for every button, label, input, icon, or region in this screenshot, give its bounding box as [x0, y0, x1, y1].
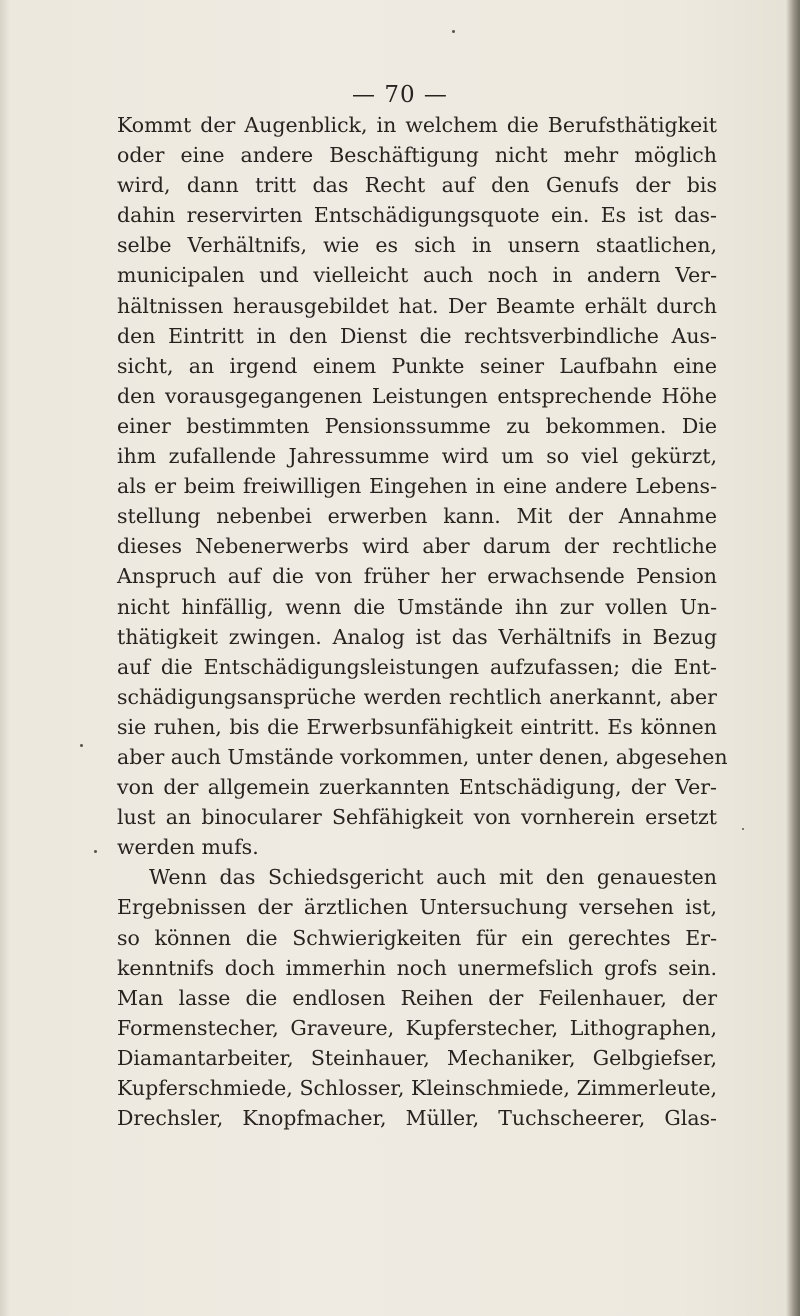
text-line: den Eintritt in den Dienst die rechtsverbindliche Aus-: [117, 323, 717, 348]
text-line: den vorausgegangenen Leistungen entsprechende Höhe: [117, 383, 717, 408]
text-line: so können die Schwierigkeiten für ein gerechtes Er-: [117, 925, 717, 950]
text-line: selbe Verhältnifs, wie es sich in unsern staatlichen,: [117, 233, 717, 258]
text-line: lust an binocularer Sehfähigkeit von vornherein ersetzt: [117, 805, 717, 830]
text-line: stellung nebenbei erwerben kann. Mit der Annahme: [117, 504, 717, 529]
text-line: Drechsler, Knopfmacher, Müller, Tuchscheerer, Glas-: [117, 1106, 717, 1131]
text-line: wird, dann tritt das Recht auf den Genufs der bis: [117, 173, 717, 198]
paragraph-start-line: Wenn das Schiedsgericht auch mit den genauesten: [149, 865, 717, 890]
text-line: ihm zufallende Jahressumme wird um so viel gekürzt,: [117, 444, 717, 469]
text-line: sicht, an irgend einem Punkte seiner Laufbahn eine: [117, 353, 717, 378]
text-line: aber auch Umstände vorkommen, unter denen, abgesehen: [117, 744, 728, 769]
text-line: als er beim freiwilligen Eingehen in eine andere Lebens-: [117, 474, 717, 499]
paper-speck: [80, 744, 83, 747]
paragraph-end-line: werden mufs.: [117, 835, 259, 860]
text-line: Kommt der Augenblick, in welchem die Berufsthätigkeit: [117, 113, 717, 137]
body-text: [117, 110, 728, 1133]
text-line: schädigungsansprüche werden rechtlich anerkannt, aber: [117, 684, 717, 709]
text-line: hältnissen herausgebildet hat. Der Beamte erhält durch: [117, 293, 717, 318]
paper-speck: [452, 30, 455, 33]
text-line: von der allgemein zuerkannten Entschädigung, der Ver-: [117, 775, 717, 800]
text-line: einer bestimmten Pensionssumme zu bekommen. Die: [117, 413, 717, 438]
text-line: municipalen und vielleicht auch noch in andern Ver-: [117, 263, 717, 288]
text-line: nicht hinfällig, wenn die Umstände ihn zur vollen Un-: [117, 594, 717, 619]
paper-speck: [742, 828, 744, 830]
text-line: dahin reservirten Entschädigungsquote ein. Es ist das-: [117, 203, 717, 228]
text-line: Ergebnissen der ärztlichen Untersuchung versehen ist,: [117, 895, 717, 920]
page-number: — 70 —: [352, 82, 448, 108]
text-line: dieses Nebenerwerbs wird aber darum der rechtliche: [117, 534, 717, 559]
text-line: Man lasse die endlosen Reihen der Feilenhauer, der: [117, 985, 717, 1010]
text-line: kenntnifs doch immerhin noch unermefslich grofs sein.: [117, 955, 717, 980]
page-gutter-shadow: [0, 0, 10, 1316]
text-line: Kupferschmiede, Schlosser, Kleinschmiede, Zimmerleute,: [117, 1076, 717, 1100]
text-line: Diamantarbeiter, Steinhauer, Mechaniker, Gelbgiefser,: [117, 1045, 717, 1070]
text-line: Formenstecher, Graveure, Kupferstecher, Lithographen,: [117, 1015, 717, 1040]
text-line: oder eine andere Beschäftigung nicht mehr möglich: [117, 143, 717, 168]
paper-speck: [94, 850, 97, 853]
text-line: thätigkeit zwingen. Analog ist das Verhältnifs in Bezug: [117, 624, 717, 649]
text-line: Anspruch auf die von früher her erwachsende Pension: [117, 564, 717, 589]
page-edge-shadow: [786, 0, 800, 1316]
text-line: sie ruhen, bis die Erwerbsunfähigkeit eintritt. Es können: [117, 714, 717, 739]
text-line: auf die Entschädigungsleistungen aufzufassen; die Ent-: [117, 654, 717, 679]
